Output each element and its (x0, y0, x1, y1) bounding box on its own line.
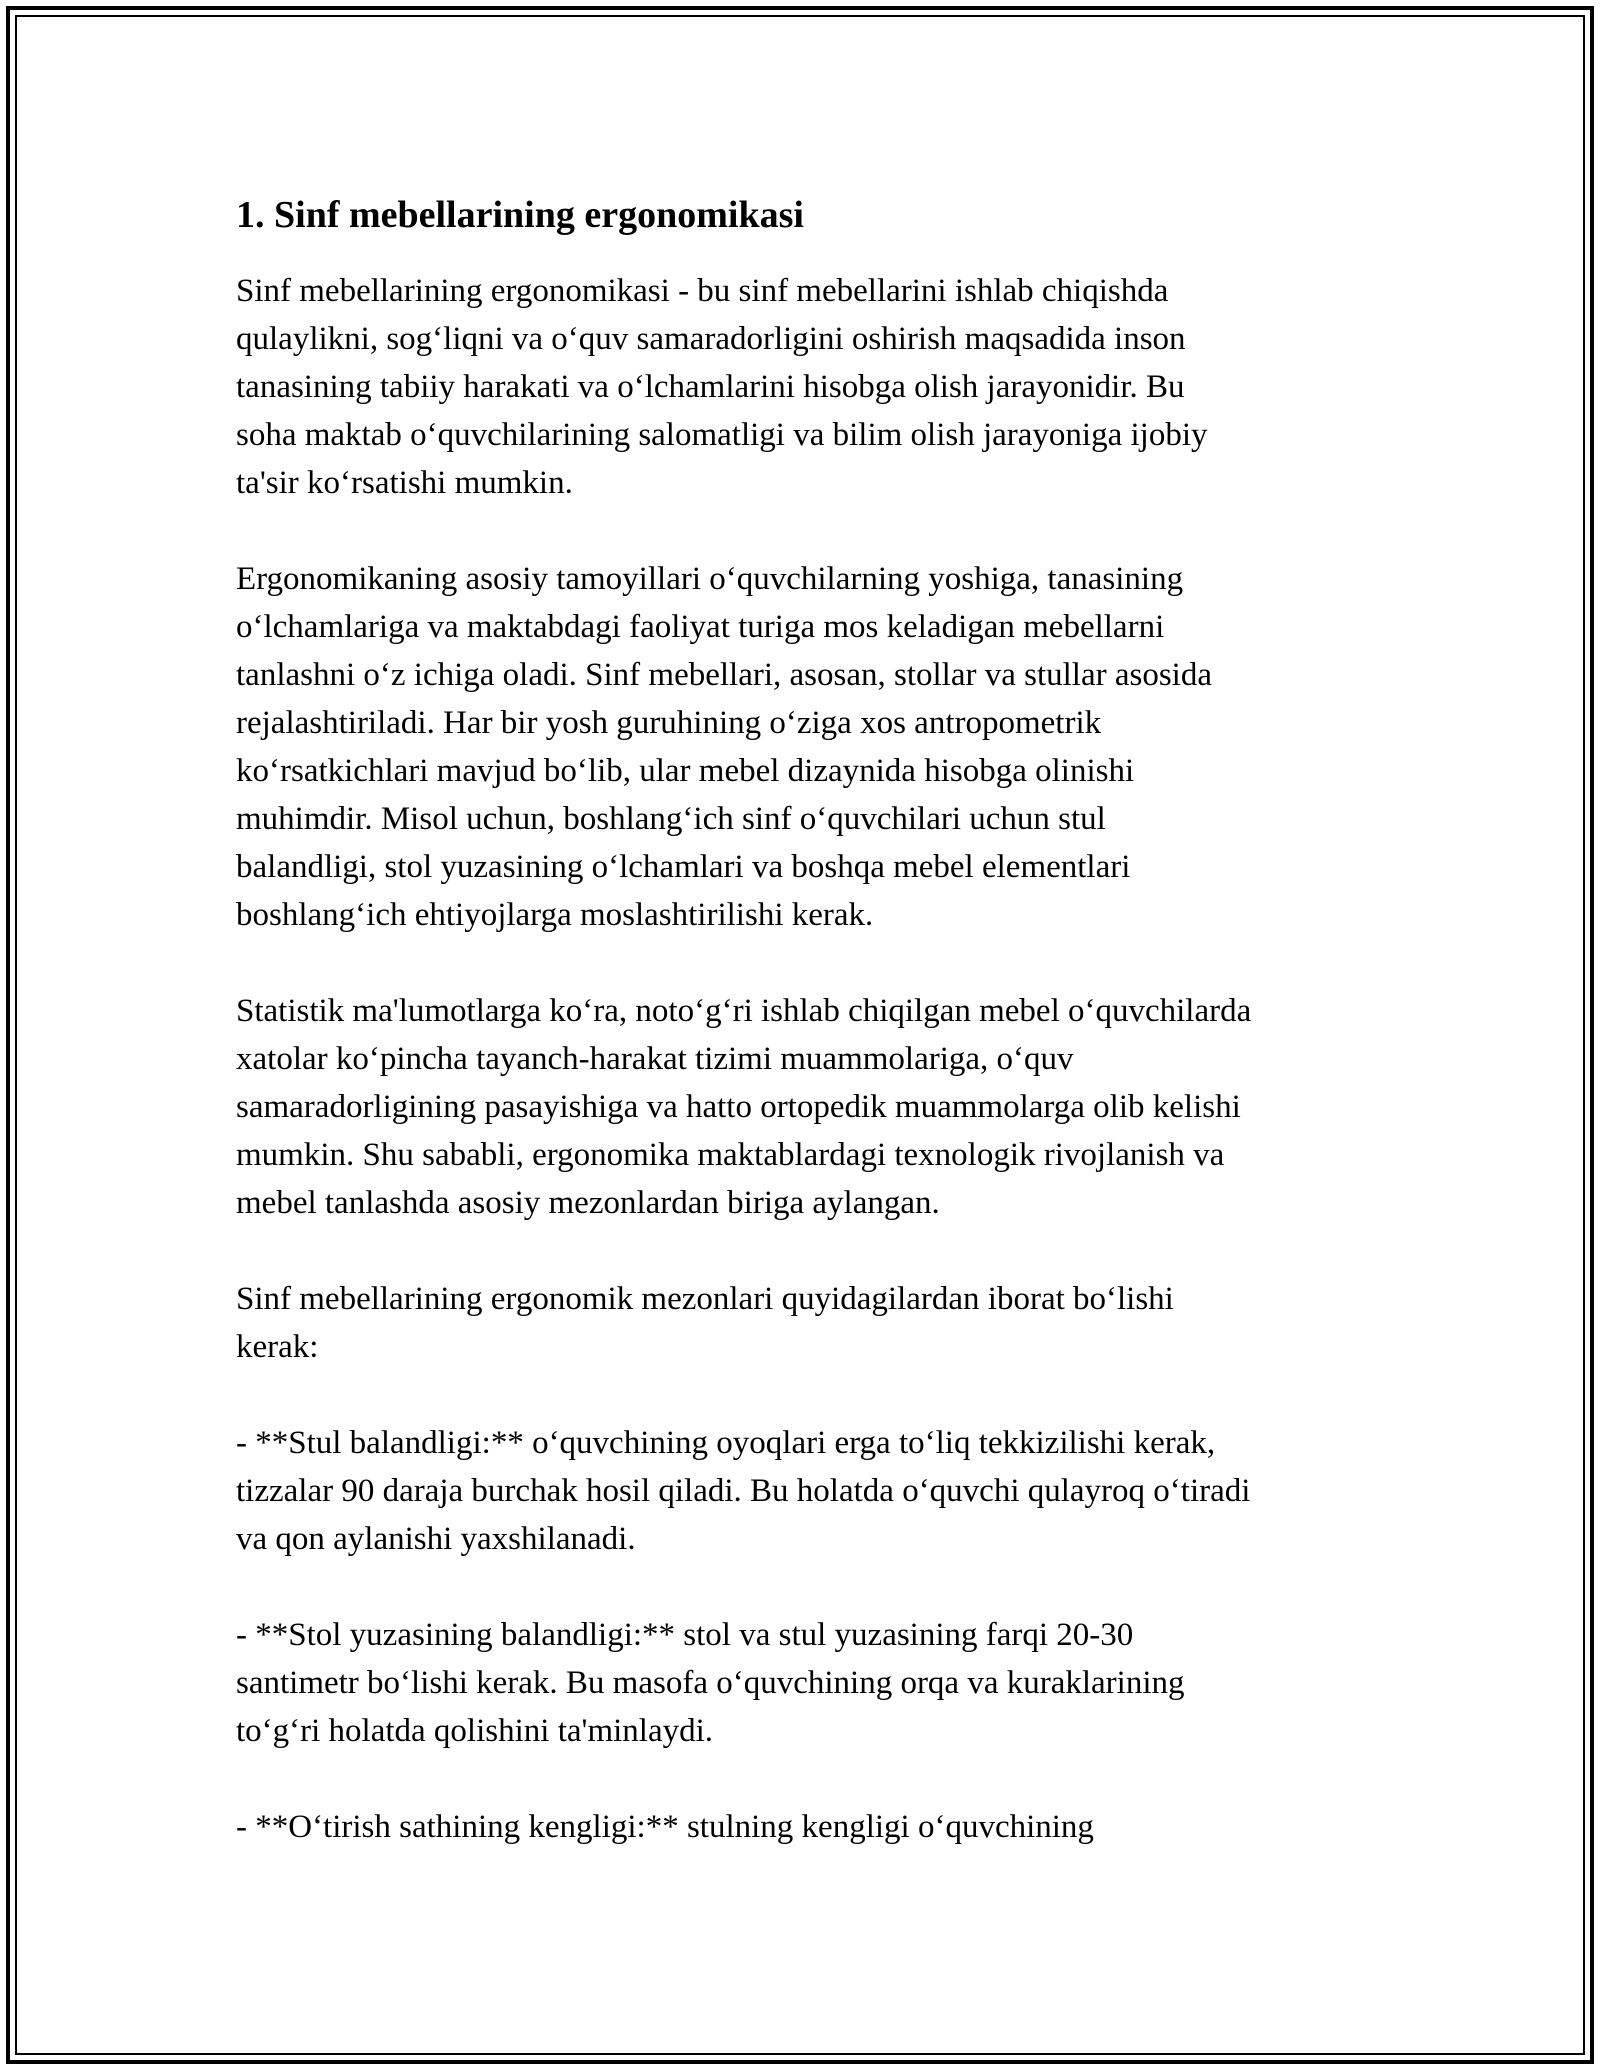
document-body (236, 185, 1376, 1899)
paragraph-definition: Sinf mebellarining ergonomikasi - bu sinf mebellarini ishlab chiqishda qulaylikni, sog‘liqni va o‘quv samaradorligini oshirish maqsadida inson tanasining tabiiy harakati va o‘lchamlarini hisobga olish jarayonidir. Bu soha maktab o‘quvchilarining salomatligi va bilim olish jarayoniga ijobiy ta'sir ko‘rsatishi mumkin. (236, 273, 1208, 501)
paragraph-statistics: Statistik ma'lumotlarga ko‘ra, noto‘g‘ri ishlab chiqilgan mebel o‘quvchilarda xatolar ko‘pincha tayanch-harakat tizimi muammolariga, o‘quv samaradorligining pasayishiga va hatto ortopedik muammolarga olib kelishi mumkin. Shu sababli, ergonomika maktablardagi texnologik rivojlanish va mebel tanlashda asosiy mezonlardan biriga aylangan. (236, 993, 1252, 1221)
paragraph-criteria-intro: Sinf mebellarining ergonomik mezonlari quyidagilardan iborat bo‘lishi kerak: (236, 1281, 1174, 1365)
list-item-desk-height: - **Stol yuzasining balandligi:** stol va stul yuzasining farqi 20-30 santimetr bo‘lishi kerak. Bu masofa o‘quvchining orqa va kuraklarining to‘g‘ri holatda qolishini ta'minlaydi. (236, 1617, 1185, 1749)
list-item-seat-width: - **O‘tirish sathining kengligi:** stulning kengligi o‘quvchining (236, 1809, 1094, 1845)
list-item-chair-height: - **Stul balandligi:** o‘quvchining oyoqlari erga to‘liq tekkizilishi kerak, tizzalar 90 daraja burchak hosil qiladi. Bu holatda o‘quvchi qulayroq o‘tiradi va qon aylanishi yaxshilanadi. (236, 1425, 1251, 1557)
section-heading: 1. Sinf mebellarining ergonomikasi (236, 194, 804, 236)
paragraph-principles: Ergonomikaning asosiy tamoyillari o‘quvchilarning yoshiga, tanasining o‘lchamlariga va maktabdagi faoliyat turiga mos keladigan mebellarni tanlashni o‘z ichiga oladi. Sinf mebellari, asosan, stollar va stullar asosida rejalashtiriladi. Har bir yosh guruhining o‘ziga xos antropometrik ko‘rsatkichlari mavjud bo‘lib, ular mebel dizaynida hisobga olinishi muhimdir. Misol uchun, boshlang‘ich sinf o‘quvchilari uchun stul balandligi, stol yuzasining o‘lchamlari va boshqa mebel elementlari boshlang‘ich ehtiyojlarga moslashtirilishi kerak. (236, 561, 1212, 933)
